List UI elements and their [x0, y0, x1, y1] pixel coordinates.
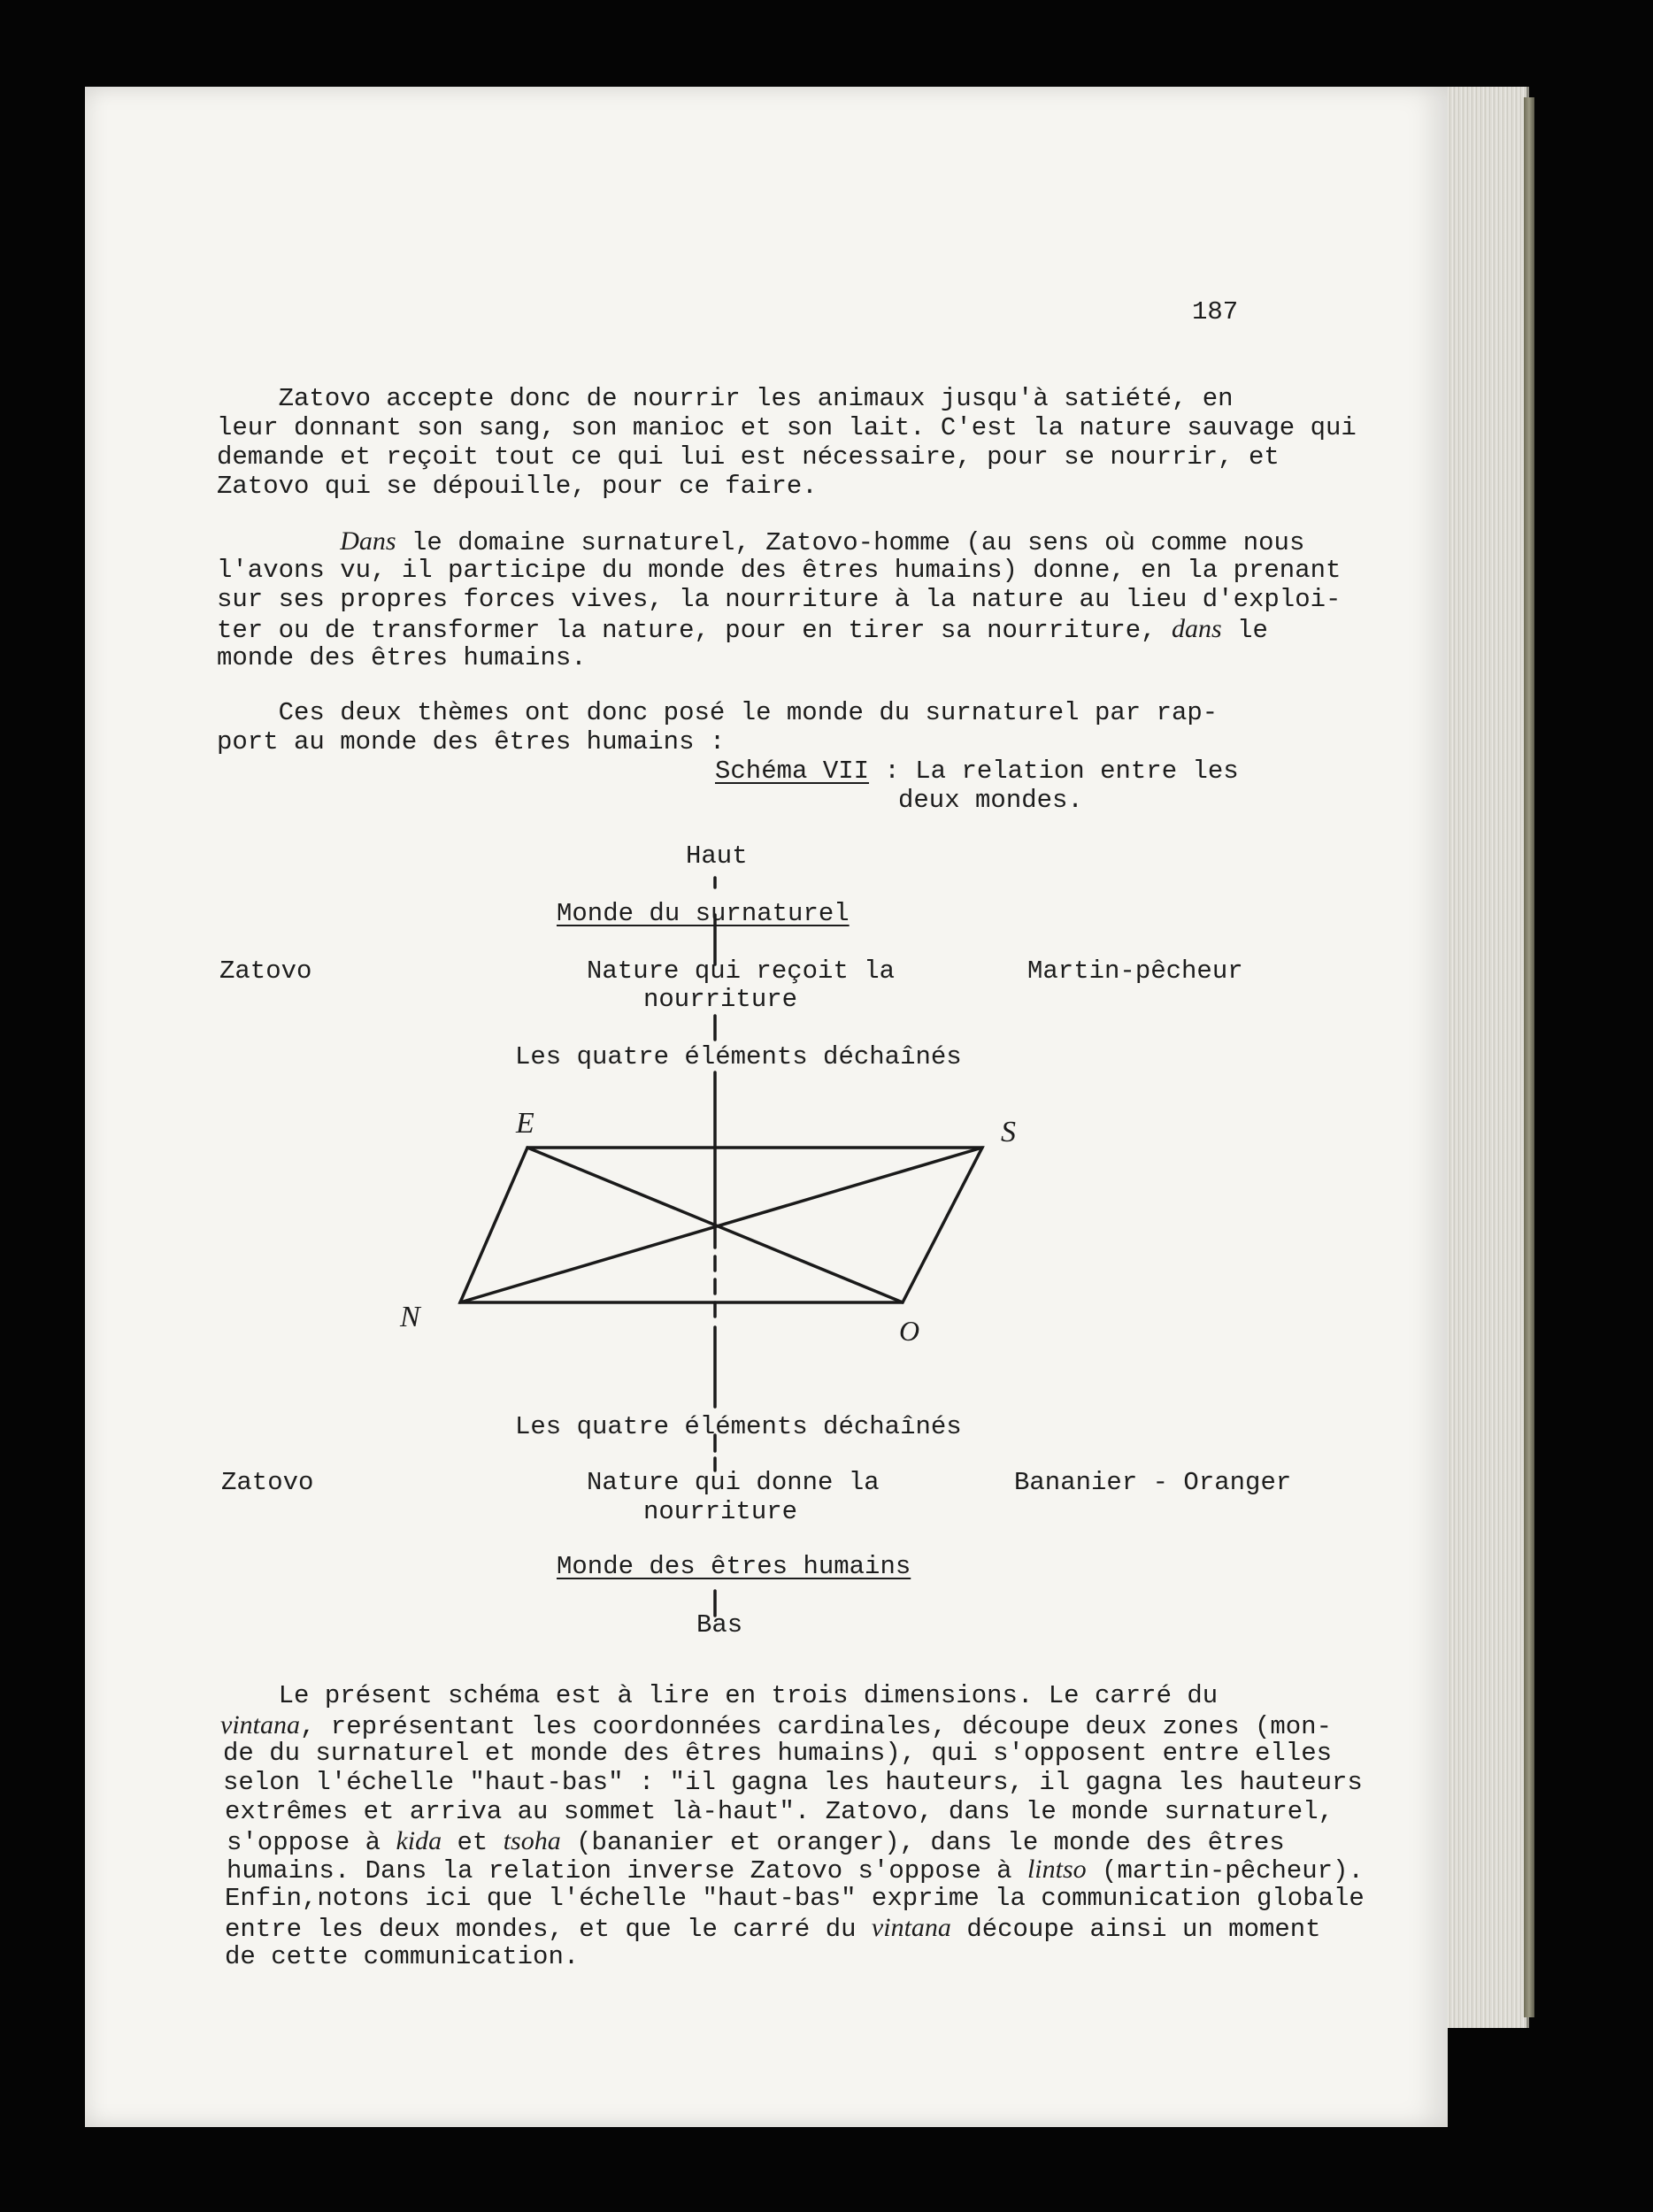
- label-zatovo-upper: Zatovo: [219, 956, 312, 986]
- paragraph-4-line-7: humains. Dans la relation inverse Zatovo s'oppose à lintso (martin-pêcheur).: [227, 1855, 1364, 1886]
- label-bas: Bas: [696, 1610, 743, 1640]
- paragraph-4-line-1: Le présent schéma est à lire en trois dimensions. Le carré du: [217, 1681, 1219, 1710]
- corner-label-s: S: [1001, 1116, 1016, 1148]
- label-quatre-elements-upper: Les quatre éléments déchaînés: [515, 1042, 962, 1071]
- schema-caption-line-2: deux mondes.: [898, 786, 1083, 815]
- paragraph-2-line-3: sur ses propres forces vives, la nourriture à la nature au lieu d'exploi-: [217, 585, 1342, 614]
- corner-label-n: N: [400, 1301, 420, 1333]
- italic-lintso: lintso: [1026, 1855, 1087, 1884]
- paragraph-4-line-8: Enfin,notons ici que l'échelle "haut-bas" exprime la communication globale: [225, 1884, 1365, 1913]
- label-bananier-oranger: Bananier - Oranger: [1014, 1468, 1292, 1497]
- diagonal-s-n: [460, 1148, 982, 1302]
- label-quatre-elements-lower: Les quatre éléments déchaînés: [515, 1412, 962, 1441]
- corner-label-o: O: [899, 1315, 920, 1347]
- paragraph-4-line-9: entre les deux mondes, et que le carré du vintana découpe ainsi un moment: [225, 1913, 1321, 1944]
- paragraph-3-line-1: Ces deux thèmes ont donc posé le monde du surnaturel par rap-: [217, 698, 1219, 727]
- paragraph-4-line-6: s'oppose à kida et tsoha (bananier et oranger), dans le monde des êtres: [227, 1826, 1285, 1857]
- label-haut: Haut: [686, 841, 748, 871]
- corner-label-e: E: [516, 1107, 534, 1140]
- paragraph-4-line-3: de du surnaturel et monde des êtres humains), qui s'opposent entre elles: [223, 1739, 1333, 1768]
- paragraph-2-line-1: Dans le domaine surnaturel, Zatovo-homme (au sens où comme nous: [340, 526, 1305, 557]
- label-monde-des-etres-humains: Monde des êtres humains: [557, 1552, 911, 1581]
- label-nature-recoit-line-2: nourriture: [643, 985, 798, 1014]
- italic-dans: Dans: [340, 526, 396, 556]
- label-zatovo-lower: Zatovo: [221, 1468, 314, 1497]
- paragraph-4-line-10: de cette communication.: [225, 1942, 580, 1971]
- label-nature-donne-line-2: nourriture: [643, 1497, 798, 1526]
- label-nature-donne-line-1: Nature qui donne la: [587, 1468, 880, 1497]
- italic-vintana: vintana: [220, 1710, 300, 1740]
- paragraph-2-line-5: monde des êtres humains.: [217, 643, 587, 672]
- paragraph-2-line-4: ter ou de transformer la nature, pour en tirer sa nourriture, dans le: [217, 614, 1268, 645]
- paragraph-4-line-4: selon l'échelle "haut-bas" : "il gagna les hauteurs, il gagna les hauteurs: [223, 1768, 1363, 1797]
- paragraph-1-line-3: demande et reçoit tout ce qui lui est nécessaire, pour se nourrir, et: [217, 442, 1280, 472]
- italic-dans-2: dans: [1171, 614, 1222, 643]
- label-martin-pecheur: Martin-pêcheur: [1027, 956, 1243, 986]
- schema-caption: Schéma VII : La relation entre les: [715, 757, 1239, 786]
- paragraph-4-line-5: extrêmes et arriva au sommet là-haut". Zatovo, dans le monde surnaturel,: [225, 1797, 1334, 1826]
- paragraph-1-line-1: Zatovo accepte donc de nourrir les animaux jusqu'à satiété, en: [217, 384, 1234, 413]
- schema-title: Schéma VII: [715, 757, 870, 786]
- paragraph-1-line-2: leur donnant son sang, son manioc et son lait. C'est la nature sauvage qui: [217, 413, 1357, 442]
- paragraph-3-line-2: port au monde des êtres humains :: [217, 727, 726, 757]
- paragraph-1-line-4: Zatovo qui se dépouille, pour ce faire.: [217, 472, 818, 501]
- italic-kida: kida: [396, 1826, 442, 1855]
- italic-tsoha: tsoha: [503, 1826, 561, 1855]
- label-monde-du-surnaturel: Monde du surnaturel: [557, 899, 850, 928]
- italic-vintana-2: vintana: [871, 1913, 951, 1942]
- paragraph-2-line-2: l'avons vu, il participe du monde des êtres humains) donne, en la prenant: [217, 556, 1342, 585]
- page-number: 187: [1192, 297, 1239, 326]
- paragraph-4-line-2: vintana, représentant les coordonnées cardinales, découpe deux zones (mon-: [220, 1710, 1332, 1741]
- label-nature-recoit-line-1: Nature qui reçoit la: [587, 956, 896, 986]
- schema-caption-line-1: La relation entre les: [915, 757, 1239, 786]
